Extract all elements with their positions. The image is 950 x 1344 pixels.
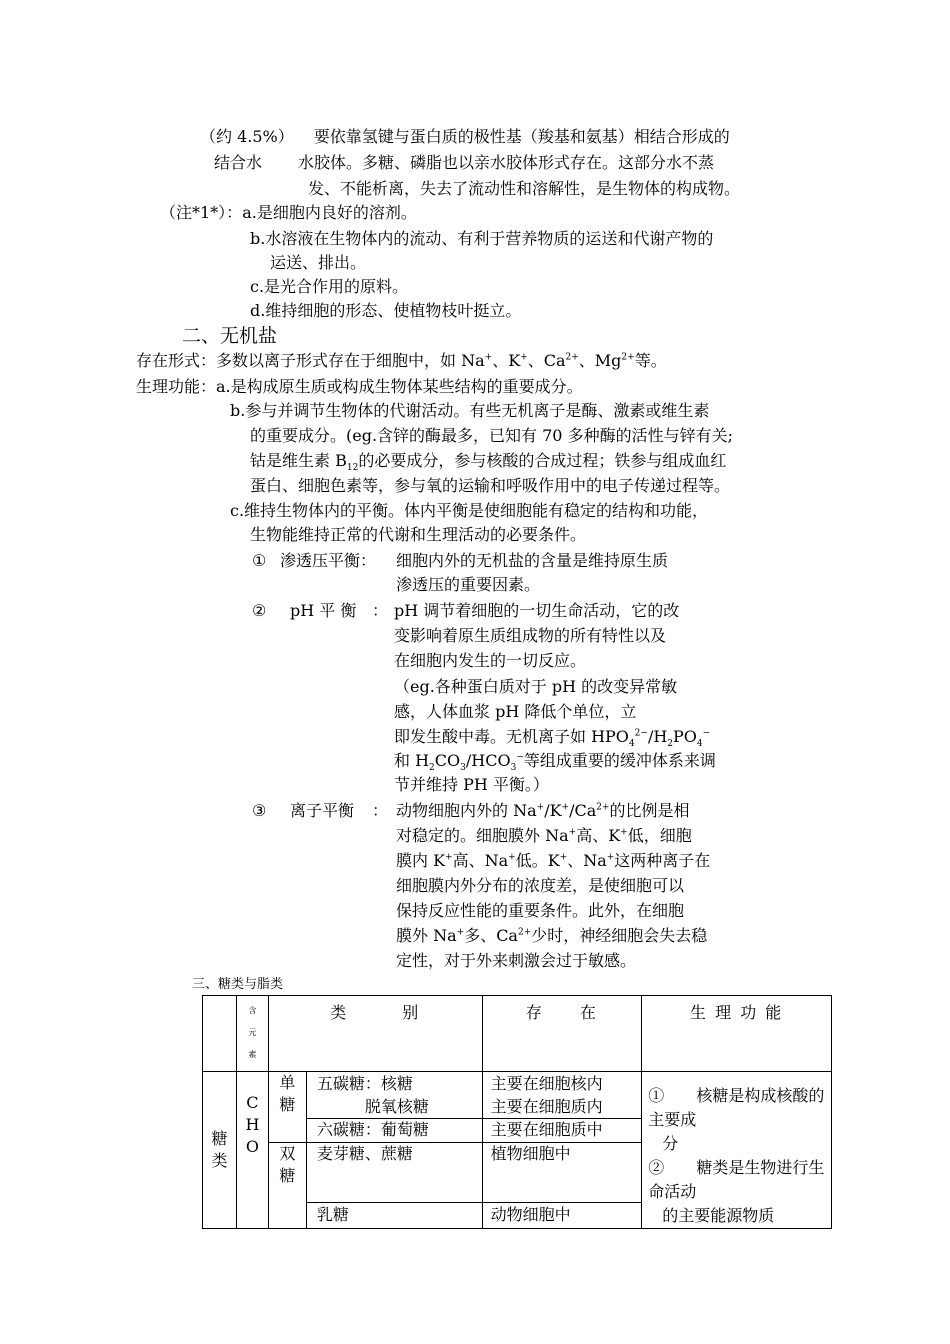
ph-text-5: 感，人体血浆 pH 降低个单位，立 xyxy=(394,702,637,721)
ion-text-4: 细胞膜内外分布的浓度差，是使细胞可以 xyxy=(396,876,685,895)
water-line-2 xyxy=(214,152,714,174)
header-element: 含 元 素 xyxy=(236,996,268,1072)
ion-label: 离子平衡 xyxy=(290,801,355,820)
ion-text-2: 对稳定的。细胞膜外 Na+高、K+低，细胞 xyxy=(396,826,692,845)
water-percent: （约 4.5%） xyxy=(200,127,294,146)
water-function-a xyxy=(160,202,417,224)
ph-text-6: 即发生酸中毒。无机离子如 $HPO_4^{2-}/H_2PO_4^-$ xyxy=(394,727,711,750)
mono-cell: 单 糖 xyxy=(268,1072,306,1143)
salt-function-b1: b.参与并调节生物体的代谢活动。有些无机离子是酶、激素或维生素 xyxy=(230,401,710,420)
ph-colon: ： xyxy=(372,601,389,620)
section-heading-sugar: 三、糖类与脂类 xyxy=(192,977,284,992)
ion-text-1: 动物细胞内外的 $Na^+/K^+/Ca^{2+}$的比例是相 xyxy=(396,801,690,820)
salt-function-a: 生理功能：a.是构成原生质或构成生物体某些结构的重要成分。 xyxy=(136,377,583,396)
element-cell: C H O xyxy=(236,1072,268,1229)
ph-text-3: 在细胞内发生的一切反应。 xyxy=(394,651,587,670)
water-function-c: c.是光合作用的原料。 xyxy=(250,277,409,296)
water-text: 水胶体。多糖、磷脂也以亲水胶体形式存在。这部分水不蒸 xyxy=(298,153,715,172)
exist-cell: 植物细胞中 xyxy=(482,1143,642,1203)
header-function: 生 理 功 能 xyxy=(642,996,832,1072)
salt-function-b4: 蛋白、细胞色素等，参与氧的运输和呼吸作用中的电子传递过程等。 xyxy=(250,476,731,495)
ph-text-2: 变影响着原生质组成物的所有特性以及 xyxy=(394,626,667,645)
di-cell: 双 糖 xyxy=(268,1143,306,1229)
function-cell: ① 核糖是构成核酸的主要成 分 ② 糖类是生物进行生命活动 的主要能源物质 xyxy=(642,1072,832,1229)
salt-existence: 存在形式：多数以离子形式存在于细胞中，如 Na+、K+、$Ca^{2+}$、$Mg^{2+}$等。 xyxy=(136,351,667,370)
header-class: 类 别 xyxy=(268,996,482,1072)
ion-number: ③ xyxy=(252,801,267,820)
water-function-b2: 运送、排出。 xyxy=(270,253,367,272)
note-label: （注*1*）： xyxy=(160,203,243,222)
class-cell: 五碳糖：核糖 脱氧核糖 xyxy=(306,1072,482,1119)
ion-text-5: 保持反应性能的重要条件。此外，在细胞 xyxy=(396,901,685,920)
function-text: a.是细胞内良好的溶剂。 xyxy=(242,203,417,222)
table-header-row xyxy=(203,996,832,1072)
osmotic-label: 渗透压平衡： xyxy=(280,551,377,570)
ph-text-7: 和 $H_2CO_3/HCO_3^-$等组成重要的缓冲体系来调 xyxy=(394,751,716,774)
exist-cell: 动物细胞中 xyxy=(482,1203,642,1229)
water-line-1 xyxy=(200,126,730,148)
sugar-table xyxy=(202,995,832,1229)
water-line-3: 发、不能析离，失去了流动性和溶解性，是生物体的构成物。 xyxy=(308,179,741,198)
section-heading-salt: 二、无机盐 xyxy=(182,325,278,347)
salt-function-c1: c.维持生物体内的平衡。体内平衡是使细胞能有稳定的结构和功能， xyxy=(230,501,709,520)
salt-function-b3: 钴是维生素 $B_{12}$的必要成分，参与核酸的合成过程；铁参与组成血红 xyxy=(250,451,727,474)
osmotic-number: ① xyxy=(252,551,267,570)
class-cell: 乳糖 xyxy=(306,1203,482,1229)
water-text: 要依靠氢键与蛋白质的极性基（羧基和氨基）相结合形成的 xyxy=(313,127,730,146)
table-row xyxy=(203,1072,832,1119)
ion-text-3: 膜内 K+高、Na+低。K+、Na+这两种离子在 xyxy=(396,851,711,870)
osmotic-text-2: 渗透压的重要因素。 xyxy=(396,575,541,594)
ph-text-8: 节并维持 PH 平衡。） xyxy=(394,775,549,794)
ph-text-4: （eg.各种蛋白质对于 pH 的改变异常敏 xyxy=(394,677,678,696)
ion-colon: ： xyxy=(372,801,389,820)
exist-cell: 主要在细胞核内 主要在细胞质内 xyxy=(482,1072,642,1119)
ph-number: ② xyxy=(252,601,267,620)
bound-water-label: 结合水 xyxy=(214,153,263,172)
ph-text-1: pH 调节着细胞的一切生命活动，它的改 xyxy=(394,601,680,620)
ph-label: pH 平 衡 xyxy=(290,601,357,620)
salt-function-c2: 生物能维持正常的代谢和生理活动的必要条件。 xyxy=(250,525,587,544)
class-cell: 六碳糖：葡萄糖 xyxy=(306,1119,482,1143)
ion-text-6: 膜外 Na+多、$Ca^{2+}$少时，神经细胞会失去稳 xyxy=(396,926,708,945)
function-label: 生理功能： xyxy=(136,377,217,396)
osmotic-text-1: 细胞内外的无机盐的含量是维持原生质 xyxy=(396,551,669,570)
water-function-b1: b.水溶液在生物体内的流动、有利于营养物质的运送和代谢产物的 xyxy=(250,229,714,248)
header-blank xyxy=(203,996,237,1072)
salt-function-b2: 的重要成分。(eg.含锌的酶最多，已知有 70 多种酶的活性与锌有关; xyxy=(250,426,733,445)
exist-cell: 主要在细胞质中 xyxy=(482,1119,642,1143)
category-cell: 糖 类 xyxy=(203,1072,237,1229)
ion-text-7: 定性，对于外来刺激会过于敏感。 xyxy=(396,951,637,970)
water-function-d: d.维持细胞的形态、使植物枝叶挺立。 xyxy=(250,301,522,320)
header-exist: 存 在 xyxy=(482,996,642,1072)
class-cell: 麦芽糖、蔗糖 xyxy=(306,1143,482,1203)
